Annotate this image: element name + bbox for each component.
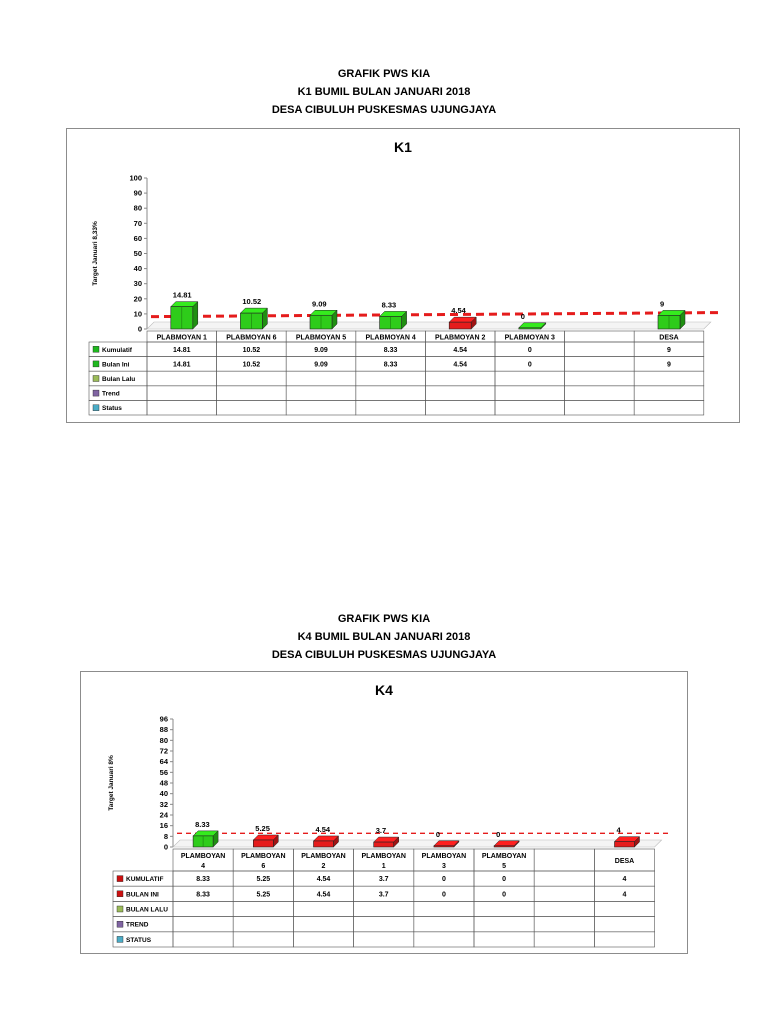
y-tick-label: 100	[129, 173, 142, 183]
table-cell	[534, 871, 594, 886]
table-cell	[565, 342, 635, 357]
category-label: PLABMOYAN 1	[156, 334, 207, 342]
bar	[374, 842, 394, 847]
legend-swatch	[93, 405, 99, 411]
y-tick-label: 16	[159, 821, 168, 831]
table-cell-value: 10.52	[242, 361, 261, 369]
table-cell	[286, 386, 356, 401]
legend-label: Bulan Lalu	[102, 376, 136, 383]
y-tick-label: 80	[159, 735, 168, 745]
legend-label: TREND	[126, 921, 149, 929]
bar	[494, 846, 514, 847]
bar	[615, 842, 635, 847]
table-cell	[286, 371, 356, 386]
category-label: 5	[502, 863, 507, 870]
table-cell	[354, 901, 414, 916]
y-tick-label: 88	[159, 725, 168, 735]
table-cell	[565, 386, 635, 401]
table-cell	[293, 932, 353, 947]
data-label: 0	[520, 311, 525, 321]
category-cell	[565, 331, 635, 342]
table-cell	[425, 400, 495, 415]
table-cell	[173, 901, 233, 916]
legend-swatch	[117, 921, 123, 927]
data-label: 5.25	[255, 824, 270, 833]
table-cell-value: 8.33	[196, 876, 210, 884]
table-cell	[233, 901, 293, 916]
table-cell-value: 10.52	[242, 346, 261, 354]
table-cell	[354, 932, 414, 947]
data-label: 9.09	[312, 299, 327, 309]
category-label: DESA	[659, 334, 679, 342]
y-tick-label: 40	[159, 789, 168, 799]
chart1-panel	[66, 128, 740, 423]
data-label: 4.54	[451, 306, 466, 316]
category-label: PLABMOYAN 5	[295, 334, 347, 342]
chart1-svg	[67, 129, 741, 424]
table-cell-value: 14.81	[173, 361, 191, 369]
chart-floor	[147, 322, 711, 329]
data-label: 9	[660, 299, 665, 309]
table-cell	[217, 386, 287, 401]
category-label: PLABMOYAN 4	[365, 334, 416, 342]
category-cell	[534, 849, 594, 871]
data-label: 4	[616, 825, 621, 835]
table-cell	[173, 932, 233, 947]
table-cell	[147, 400, 217, 415]
table-cell-value: 9	[667, 346, 671, 354]
category-label: 2	[321, 863, 326, 870]
data-label: 8.33	[381, 300, 397, 310]
table-cell	[354, 917, 414, 932]
heading-line: DESA CIBULUH PUSKESMAS UJUNGJAYA	[271, 104, 497, 116]
table-cell	[565, 357, 635, 372]
y-tick-label: 64	[159, 757, 168, 767]
legend-swatch	[117, 876, 123, 882]
legend-label: KUMULATIF	[126, 876, 164, 884]
table-cell	[356, 386, 426, 401]
table-cell	[594, 901, 654, 916]
legend-label: Kumulatif	[102, 346, 132, 354]
category-label: 4	[201, 863, 206, 870]
table-cell	[534, 886, 594, 901]
table-cell-value: 3.7	[378, 891, 389, 899]
heading-line: GRAFIK PWS KIA	[337, 613, 431, 625]
table-cell-value: 4	[622, 876, 627, 884]
table-cell	[594, 917, 654, 932]
table-cell-value: 0	[441, 876, 446, 884]
chart-title: K4	[375, 682, 393, 698]
y-tick-label: 96	[159, 714, 168, 724]
bar	[314, 841, 334, 847]
table-cell	[286, 400, 356, 415]
table-cell	[634, 400, 704, 415]
table-cell	[414, 917, 474, 932]
category-label: PLABMOYAN 6	[226, 334, 277, 342]
table-cell	[233, 932, 293, 947]
category-label: PLABMOYAN 3	[504, 334, 555, 342]
category-label: PLABMOYAN 2	[435, 334, 486, 342]
category-label: PLAMBOYAN	[301, 853, 346, 860]
table-cell	[414, 901, 474, 916]
y-tick-label: 50	[133, 249, 142, 258]
table-cell	[147, 386, 217, 401]
table-cell	[425, 371, 495, 386]
legend-swatch	[93, 346, 99, 352]
y-tick-label: 0	[137, 324, 142, 334]
table-cell	[634, 371, 704, 386]
legend-label: STATUS	[126, 936, 152, 944]
y-tick-label: 20	[133, 294, 142, 304]
heading-line: K4 BUMIL BULAN JANUARI 2018	[297, 631, 471, 643]
category-label: DESA	[614, 858, 635, 865]
y-tick-label: 72	[159, 746, 168, 756]
table-cell-value: 0	[527, 361, 532, 369]
table-cell	[534, 901, 594, 916]
table-cell-value: 4.54	[316, 891, 331, 899]
y-tick-label: 32	[159, 799, 168, 809]
chart2-panel	[80, 671, 688, 954]
table-cell-value: 4.54	[453, 361, 468, 369]
y-tick-label: 70	[133, 218, 142, 228]
bar-side	[193, 302, 198, 329]
data-label: 4.54	[315, 824, 331, 834]
category-label: PLAMBOYAN	[361, 853, 406, 860]
table-cell	[634, 386, 704, 401]
y-axis-title: Target Januari 8,33%	[92, 221, 99, 286]
table-cell	[233, 917, 293, 932]
table-cell	[474, 901, 534, 916]
table-cell	[474, 932, 534, 947]
table-cell-value: 9.09	[314, 346, 328, 354]
table-cell	[565, 371, 635, 386]
table-cell-value: 0	[502, 891, 507, 899]
chart2-heading	[0, 610, 768, 664]
legend-label: Trend	[102, 390, 120, 398]
table-cell	[534, 932, 594, 947]
bar	[434, 846, 454, 847]
legend-label: Status	[102, 405, 122, 413]
chart-title: K1	[394, 139, 412, 155]
data-label: 3.7	[375, 826, 387, 836]
legend-swatch	[117, 936, 123, 942]
table-cell	[217, 400, 287, 415]
table-cell	[534, 917, 594, 932]
chart2-svg	[81, 672, 689, 955]
heading-line: K1 BUMIL BULAN JANUARI 2018	[297, 86, 471, 98]
legend-swatch	[93, 361, 99, 367]
table-cell	[495, 371, 565, 386]
y-tick-label: 30	[133, 279, 142, 289]
category-label: 1	[381, 863, 386, 870]
table-cell-value: 0	[502, 876, 507, 884]
table-cell-value: 3.7	[378, 876, 389, 884]
y-tick-label: 24	[159, 810, 168, 820]
category-label: PLAMBOYAN	[180, 853, 226, 860]
table-cell-value: 5.25	[256, 891, 271, 899]
table-cell-value: 9	[667, 361, 671, 369]
legend-swatch	[93, 376, 99, 382]
table-cell	[414, 932, 474, 947]
table-cell	[173, 917, 233, 932]
legend-label: BULAN LALU	[126, 906, 168, 914]
table-cell	[474, 917, 534, 932]
data-label: 0	[496, 829, 501, 839]
legend-swatch	[117, 906, 123, 912]
y-tick-label: 56	[159, 767, 168, 777]
table-cell	[565, 400, 635, 415]
table-cell	[356, 371, 426, 386]
category-label: 3	[441, 863, 446, 870]
legend-label: Bulan Ini	[102, 361, 130, 369]
y-tick-label: 0	[163, 842, 168, 852]
table-cell	[594, 932, 654, 947]
data-label: 0	[435, 829, 441, 839]
bar	[253, 840, 273, 847]
category-label: PLAMBOYAN	[481, 853, 527, 860]
table-cell-value: 14.81	[173, 346, 191, 354]
category-label: PLAMBOYAN	[241, 853, 286, 860]
chart-floor	[173, 840, 662, 847]
y-tick-label: 90	[133, 188, 142, 198]
table-cell-value: 4	[622, 891, 627, 899]
table-cell	[356, 400, 426, 415]
table-cell-value: 8.33	[196, 891, 210, 899]
table-cell-value: 4.54	[316, 876, 331, 884]
y-tick-label: 60	[133, 233, 142, 243]
table-cell-value: 0	[441, 891, 446, 899]
table-cell-value: 8.33	[383, 346, 398, 354]
table-cell	[293, 901, 353, 916]
heading-line: GRAFIK PWS KIA	[337, 68, 431, 80]
bar	[449, 322, 471, 329]
table-cell-value: 0	[527, 346, 532, 354]
y-tick-label: 80	[133, 203, 142, 213]
table-cell-value: 8.33	[383, 361, 398, 369]
table-cell	[293, 917, 353, 932]
category-label: 6	[261, 863, 266, 870]
table-cell-value: 9.09	[314, 361, 328, 369]
chart1-heading	[0, 65, 768, 119]
legend-label: BULAN INI	[126, 891, 159, 899]
table-cell	[495, 386, 565, 401]
y-tick-label: 8	[163, 831, 168, 841]
table-cell	[495, 400, 565, 415]
table-cell	[425, 386, 495, 401]
category-label: PLAMBOYAN	[421, 853, 467, 860]
heading-line: DESA CIBULUH PUSKESMAS UJUNGJAYA	[271, 649, 497, 661]
legend-swatch	[93, 390, 99, 396]
bar	[519, 328, 541, 329]
y-tick-label: 10	[133, 309, 142, 319]
table-cell-value: 4.54	[453, 346, 468, 354]
target-line	[151, 313, 721, 317]
y-tick-label: 48	[159, 778, 168, 788]
data-label: 10.52	[242, 297, 262, 307]
y-tick-label: 40	[133, 264, 142, 274]
table-cell	[147, 371, 217, 386]
data-label: 14.81	[172, 290, 192, 300]
y-axis-title: Target Januari 8%	[108, 755, 115, 811]
table-cell-value: 5.25	[256, 876, 271, 884]
legend-swatch	[117, 891, 123, 897]
table-cell	[217, 371, 287, 386]
data-label: 8.33	[195, 819, 210, 829]
